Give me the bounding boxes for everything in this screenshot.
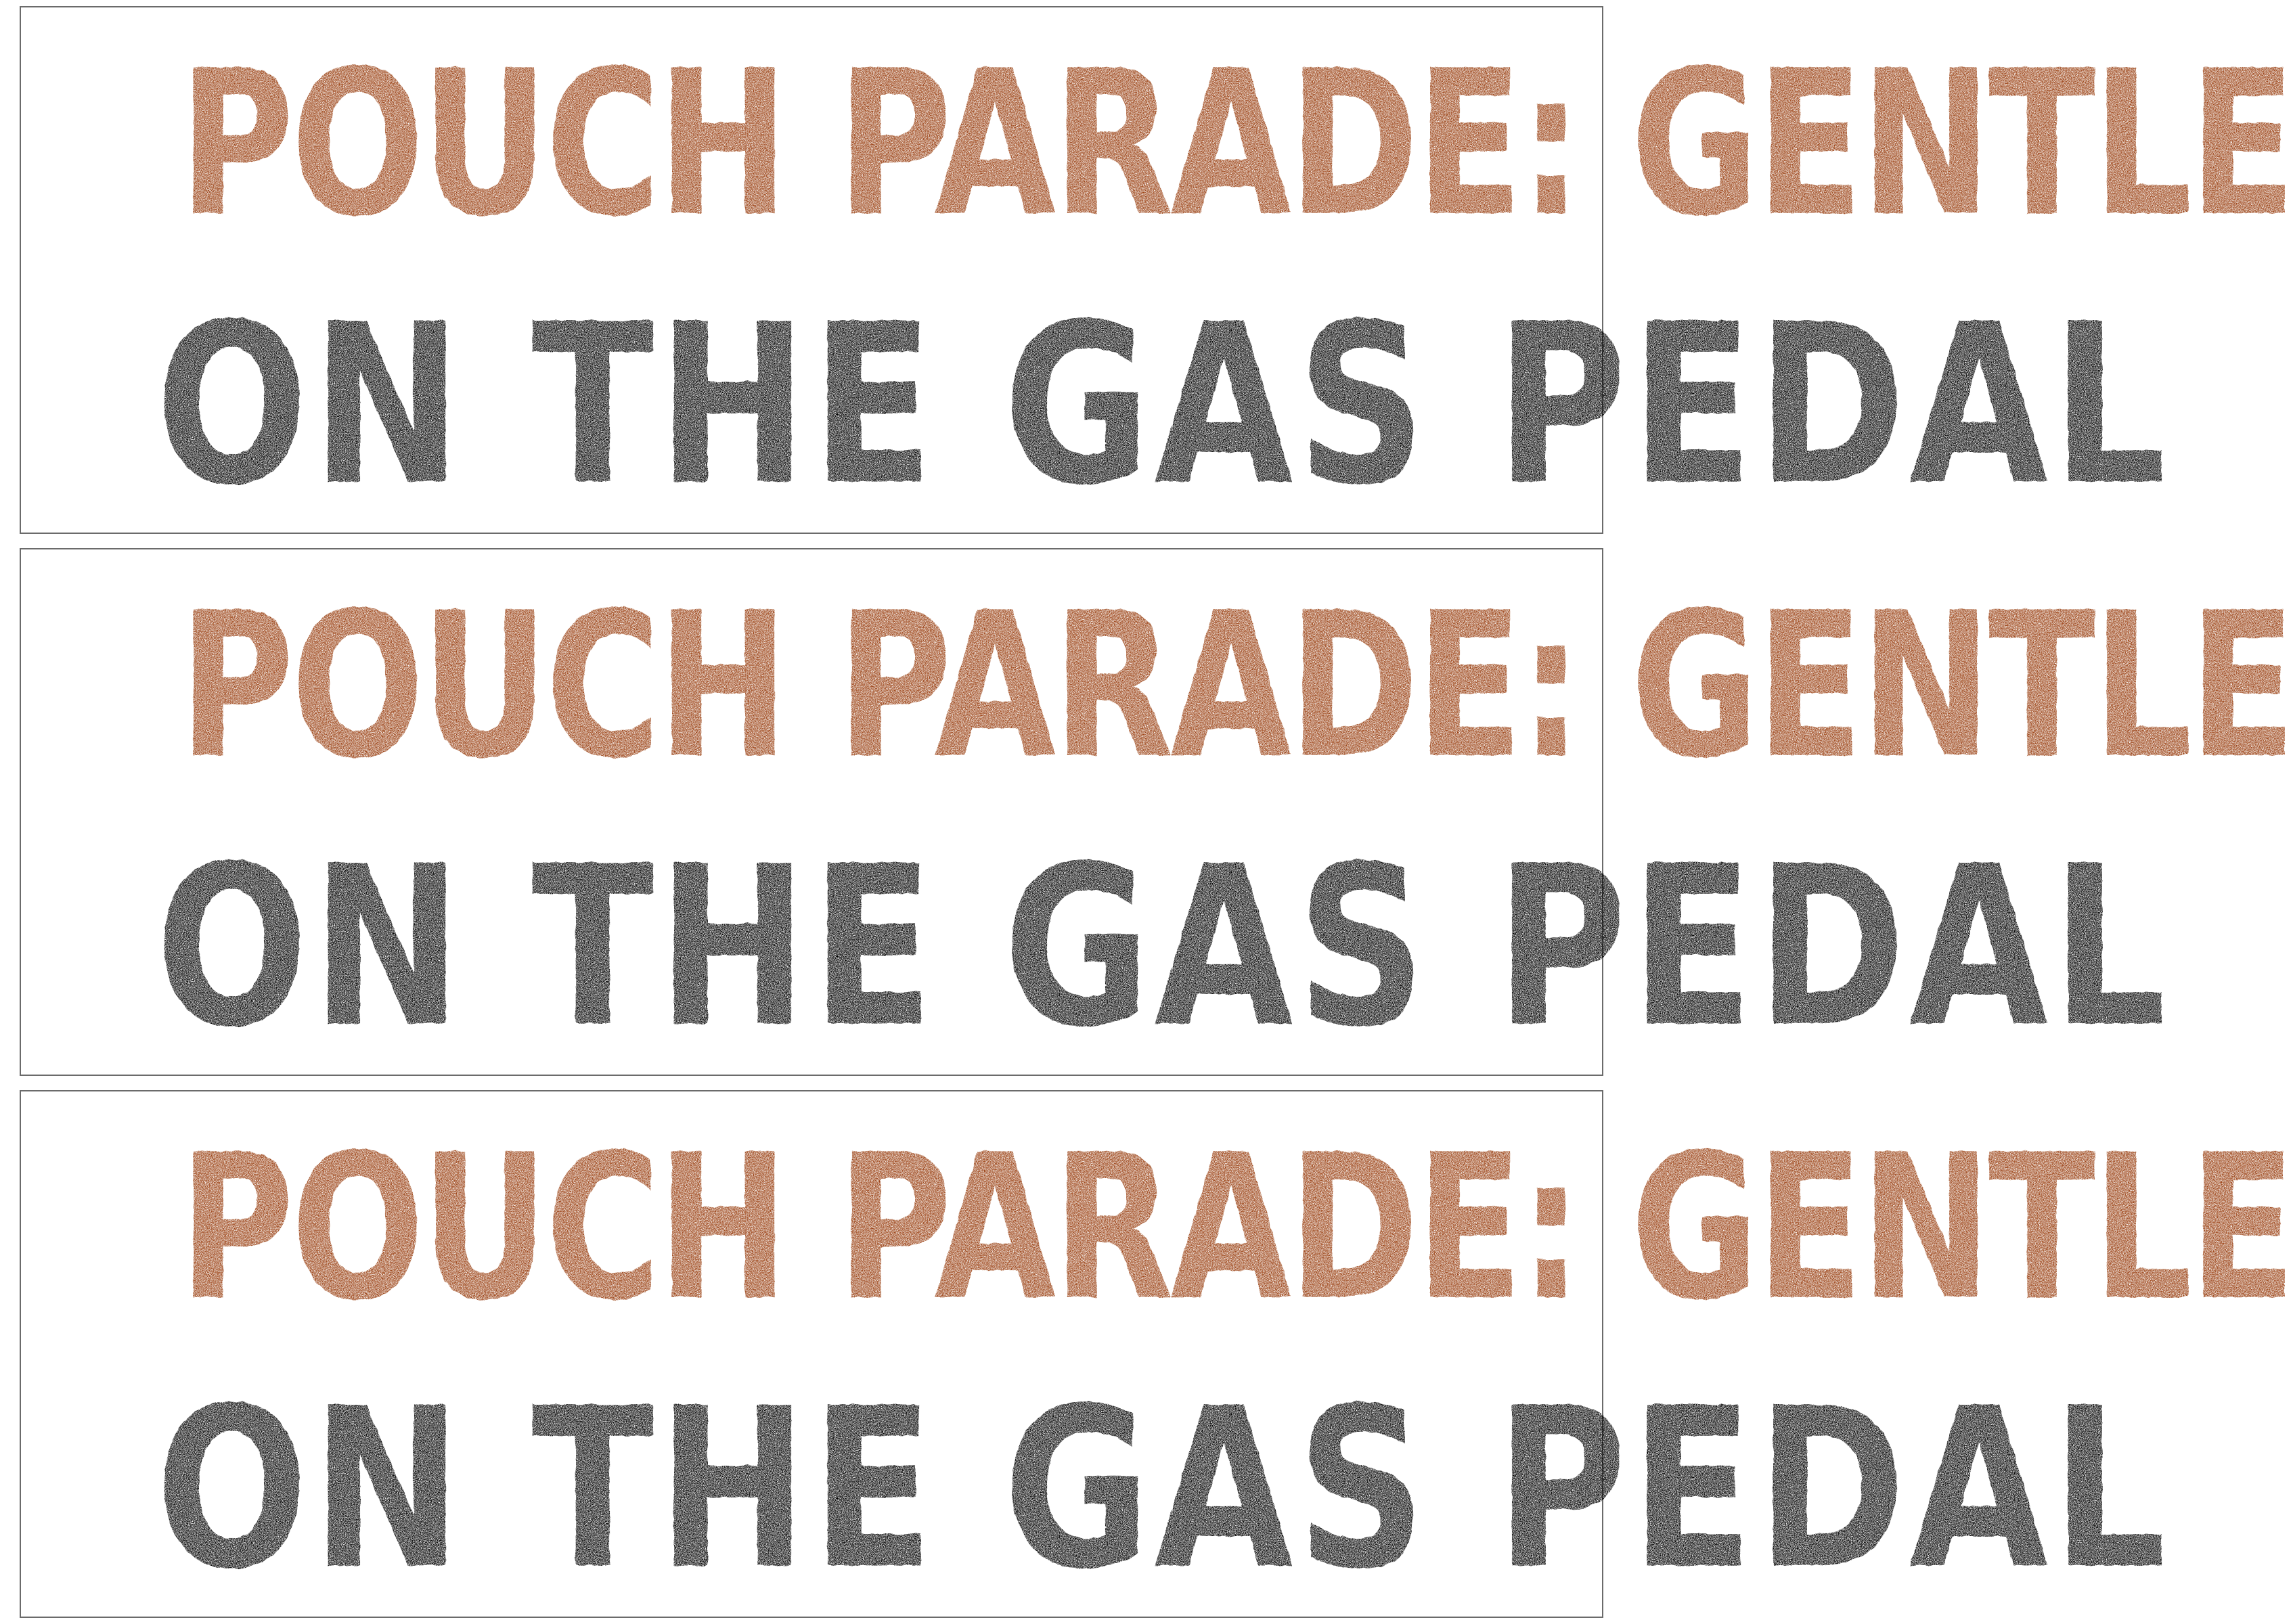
sticker-3 bbox=[20, 1090, 2293, 1618]
sticker-3-line-bottom: ON THE GAS PEDAL bbox=[155, 1361, 2170, 1618]
sticker-1 bbox=[20, 6, 2293, 534]
sticker-1-line-top: POUCH PARADE: GENTLE bbox=[179, 28, 2293, 261]
sticker-2 bbox=[20, 548, 2293, 1076]
sticker-1-line-bottom: ON THE GAS PEDAL bbox=[155, 277, 2170, 534]
sticker-3-line-top: POUCH PARADE: GENTLE bbox=[179, 1112, 2293, 1345]
sticker-2-line-bottom: ON THE GAS PEDAL bbox=[155, 819, 2170, 1076]
sticker-2-line-top: POUCH PARADE: GENTLE bbox=[179, 570, 2293, 803]
